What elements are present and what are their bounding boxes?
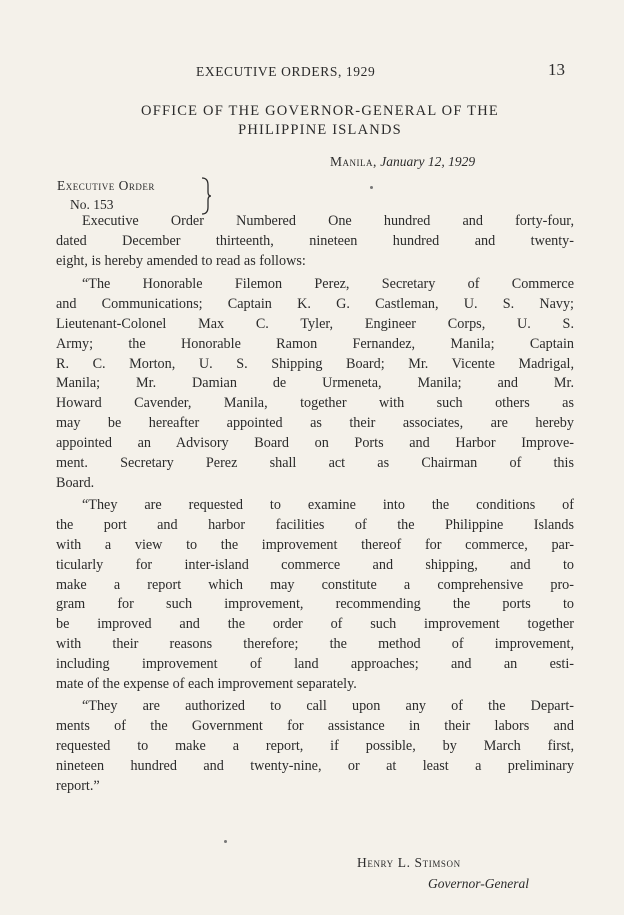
signature-name: Henry L. Stimson [357,855,461,870]
text-line: “They are requested to examine into the conditions of [82,497,574,513]
text-line: be improved and the order of such improvement together [56,616,574,633]
dateline-date: January 12, 1929 [380,154,476,169]
text-line: ticularly for inter-island commerce and shipping, and to [56,556,574,573]
text-line: including improvement of land approaches; and an esti- [56,656,574,673]
text-line: Howard Cavender, Manila, together with such others as [56,395,574,412]
office-heading-line-1: OFFICE OF THE GOVERNOR-GENERAL OF THE [141,103,499,119]
text-line: and Communications; Captain K. G. Castleman, U. S. Navy; [56,295,574,312]
text-line: nineteen hundred and twenty-nine, or at least a preliminary [56,757,574,774]
text-line: Manila; Mr. Damian de Urmeneta, Manila; and Mr. [56,375,574,392]
dateline [330,154,475,170]
text-line: “The Honorable Filemon Perez, Secretary of Commerce [82,276,574,292]
text-line: appointed an Advisory Board on Ports and Harbor Improve- [56,435,574,452]
dateline-place: Manila, [330,154,377,169]
paragraph-1 [56,212,574,272]
paragraph-2 [56,275,574,494]
speck-mark [370,186,373,189]
paragraph-4 [56,697,574,796]
text-line: R. C. Morton, U. S. Shipping Board; Mr. Vicente Madrigal, [56,355,574,372]
text-line: dated December thirteenth, nineteen hundred and twenty- [56,232,574,249]
text-line: Lieutenant-Colonel Max C. Tyler, Engineer Corps, U. S. [56,315,574,332]
text-line: “They are authorized to call upon any of the Depart- [82,698,574,714]
text-line: eight, is hereby amended to read as follows: [56,252,306,269]
text-line: with a view to the improvement thereof for commerce, par- [56,536,574,553]
text-line: Army; the Honorable Ramon Fernandez, Manila; Captain [56,335,574,352]
executive-order-label: Executive Order [57,178,155,193]
text-line: Board. [56,474,95,491]
page-number: 13 [548,60,565,79]
text-line: the port and harbor facilities of the Philippine Islands [56,516,574,533]
text-line: report.” [56,777,100,794]
executive-order-number: No. 153 [70,197,114,212]
text-line: may be hereafter appointed as their associates, are hereby [56,415,574,432]
brace-icon [200,176,212,216]
text-line: ment. Secretary Perez shall act as Chairman of this [56,455,574,472]
signature-title: Governor-General [428,876,529,891]
text-line: with their reasons therefore; the method of improvement, [56,636,574,653]
text-line: requested to make a report, if possible, by March first, [56,737,574,754]
text-line: ments of the Government for assistance in their labors and [56,717,574,734]
speck-mark [224,840,227,843]
text-line: gram for such improvement, recommending the ports to [56,596,574,613]
running-head: EXECUTIVE ORDERS, 1929 [196,64,376,79]
office-heading-line-2: PHILIPPINE ISLANDS [238,122,402,138]
text-line: Executive Order Numbered One hundred and forty-four, [82,213,574,229]
paragraph-3 [56,496,574,695]
text-line: mate of the expense of each improvement separately. [56,676,357,693]
text-line: make a report which may constitute a comprehensive pro- [56,576,574,593]
